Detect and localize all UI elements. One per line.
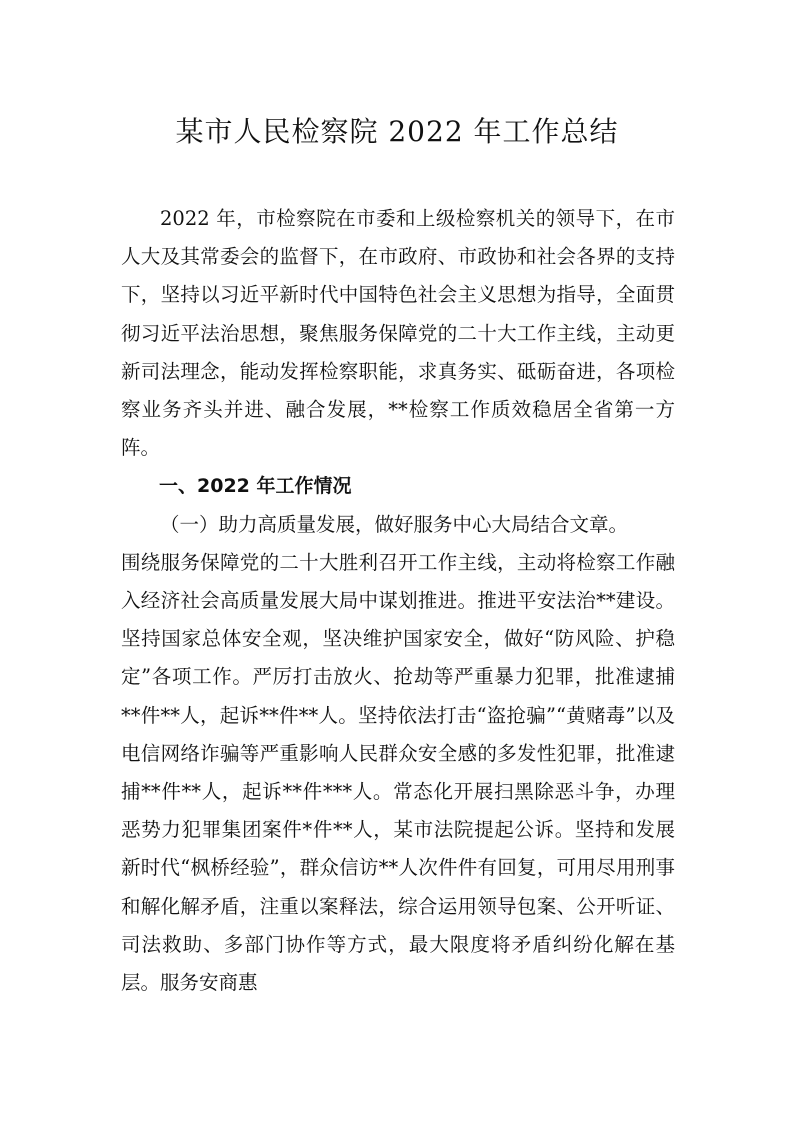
subsection-heading: （一）助力高质量发展，做好服务中心大局结合文章。 [160, 512, 629, 536]
section-heading: 一、2022 年工作情况 [159, 475, 352, 498]
subsection-paragraph: 围绕服务保障党的二十大胜利召开工作主线，主动将检察工作融入经济社会高质量发展大局中谋划推进。推进平安法治**建设。坚持国家总体安全观，坚决维护国家安全，做好“防风险、护稳定”各项工作。严厉打击放火、抢劫等严重暴力犯罪，批准逮捕**件**人，起诉**件**人。坚持依法打击“盗抢骗”“黄赌毒”以及电信网络诈骗等严重影响人民群众安全感的多发性犯罪，批准逮捕**件**人，起诉**件***人。常态化开展扫黑除恶斗争，办理恶势力犯罪集团案件*件**人，某市法院提起公诉。坚持和发展新时代“枫桥经验”，群众信访**人次件件有回复，可用尽用刑事和解化解矛盾，注重以案释法，综合运用领导包案、公开听证、司法救助、多部门协作等方式，最大限度将矛盾纠纷化解在基层。服务安商惠 [121, 550, 675, 995]
document-title: 某市人民检察院 2022 年工作总结 [175, 115, 619, 148]
intro-paragraph: 2022 年，市检察院在市委和上级检察机关的领导下，在市人大及其常委会的监督下，在市政府、市政协和社会各界的支持下，坚持以习近平新时代中国特色社会主义思想为指导，全面贯彻习近平法治思想，聚焦服务保障党的二十大工作主线，主动更新司法理念，能动发挥检察职能，求真务实、砥砺奋进，各项检察业务齐头并进、融合发展，**检察工作质效稳居全省第一方阵。 [121, 207, 675, 460]
document-body [121, 200, 675, 1002]
